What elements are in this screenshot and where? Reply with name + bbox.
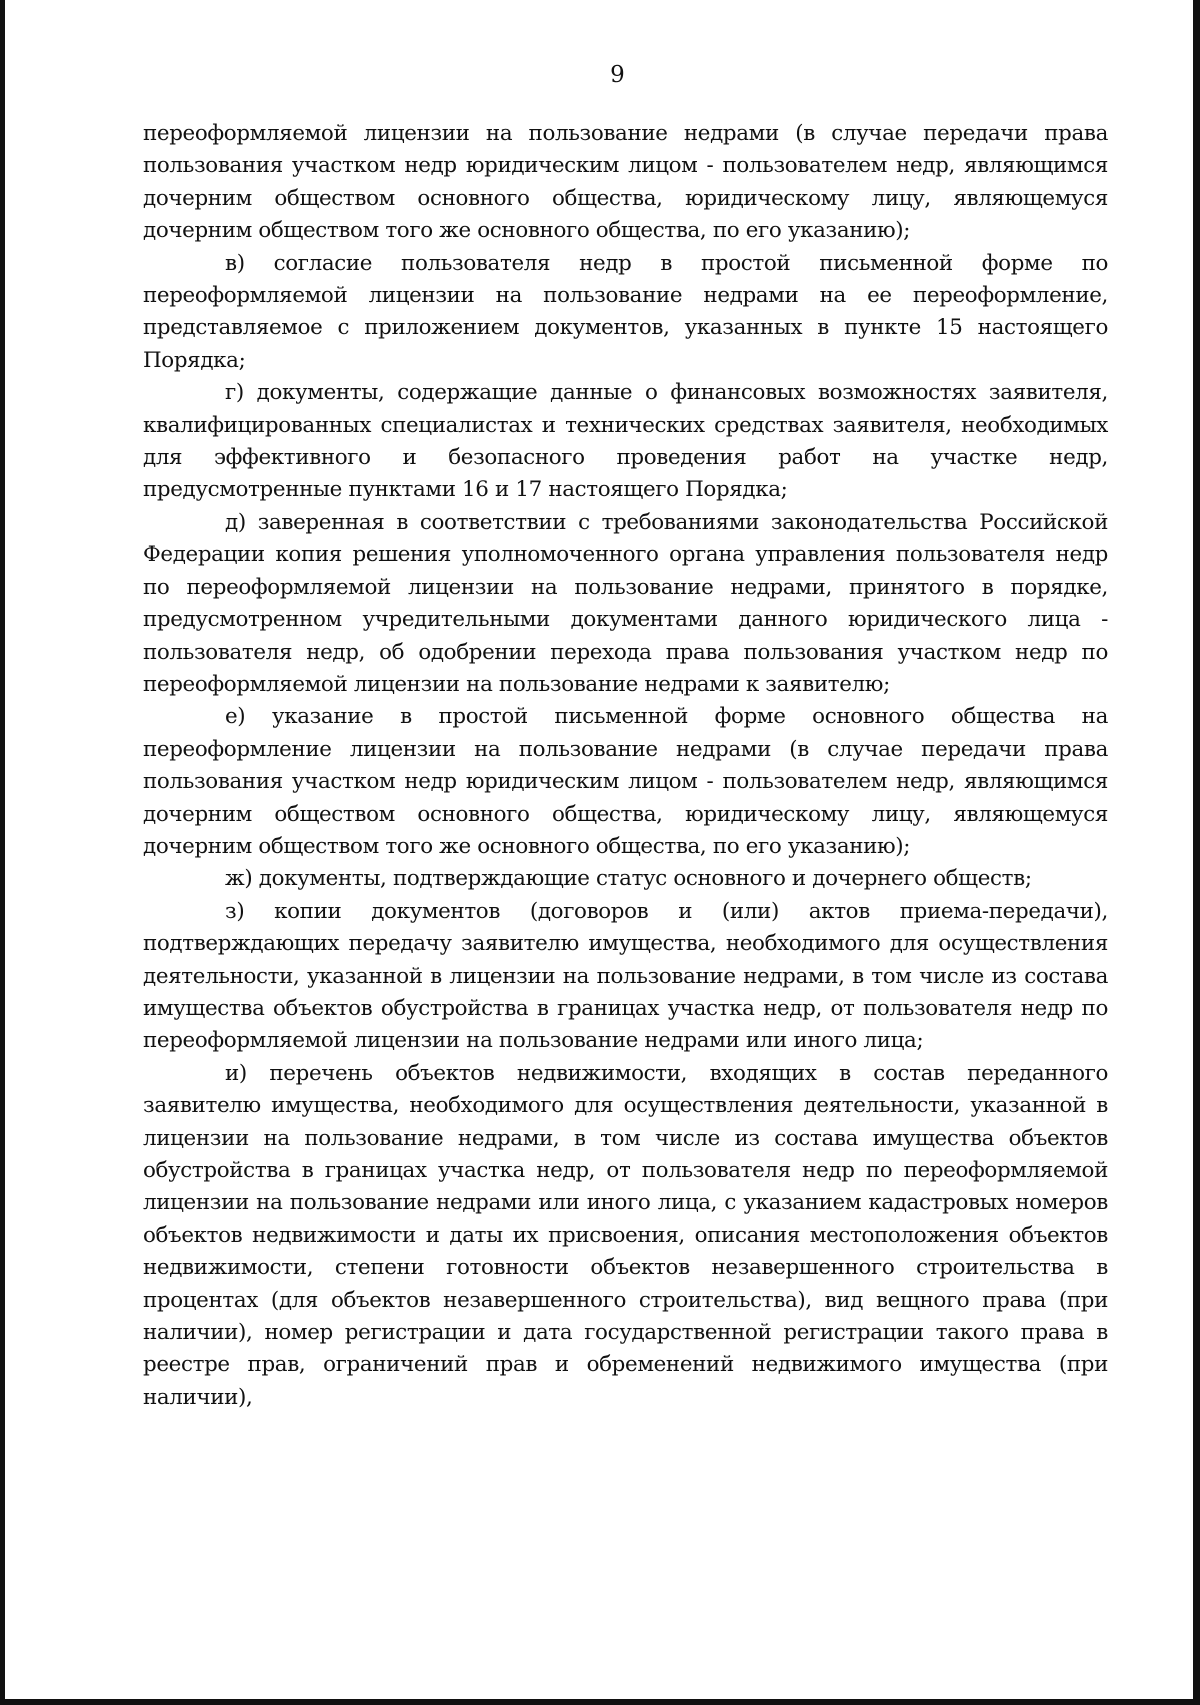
paragraph-item-i: и) перечень объектов недвижимости, входящих в состав переданного заявителю имущества, необходимого для осуществления деятельности, указанной в лицензии на пользование недрами, в том числе из состава имущества объектов обустройства в границах участка недр, от пользователя недр по переоформляемой лицензии на пользование недрами или иного лица, с указанием кадастровых номеров объектов недвижимости и даты их присвоения, описания местоположения объектов недвижимости, степени готовности объектов незавершенного строительства в процентах (для объектов незавершенного строительства), вид вещного права (при наличии), номер регистрации и дата государственной регистрации такого права в реестре прав, ограничений прав и обременений недвижимого имущества (при наличии), — [143, 1060, 1108, 1410]
scan-edge-right — [1193, 0, 1200, 1705]
page-number: 9 — [610, 62, 625, 88]
paragraph-item-e: е) указание в простой письменной форме основного общества на переоформление лицензии на пользование недрами (в случае передачи права пользования участком недр юридическим лицом - пользователем недр, являющимся дочерним обществом основного общества, юридическому лицу, являющемуся дочерним обществом того же основного общества, по его указанию); — [143, 704, 1108, 859]
paragraph-item-z: з) копии документов (договоров и (или) актов приема-передачи), подтверждающих передачу заявителю имущества, необходимого для осуществления деятельности, указанной в лицензии на пользование недрами, в том числе из состава имущества объектов обустройства в границах участка недр, от пользователя недр по переоформляемой лицензии на пользование недрами или иного лица; — [143, 898, 1108, 1054]
paragraph-continuation: переоформляемой лицензии на пользование недрами (в случае передачи права пользования участком недр юридическим лицом - пользователем недр, являющимся дочерним обществом основного общества, юридическому лицу, являющемуся дочерним обществом того же основного общества, по его указанию); — [143, 121, 1108, 244]
paragraph-item-zh: ж) документы, подтверждающие статус основного и дочернего обществ; — [225, 866, 1032, 892]
document-body — [143, 118, 1108, 1414]
paragraph-item-g: г) документы, содержащие данные о финансовых возможностях заявителя, квалифицированных специалистах и технических средствах заявителя, необходимых для эффективного и безопасного проведения работ на участке недр, предусмотренные пунктами 16 и 17 настоящего Порядка; — [143, 380, 1108, 503]
scan-edge-bottom — [0, 1699, 1200, 1705]
scan-edge-left — [0, 0, 5, 1705]
paragraph-item-v: в) согласие пользователя недр в простой письменной форме по переоформляемой лицензии на пользование недрами на ее переоформление, представляемое с приложением документов, указанных в пункте 15 настоящего Порядка; — [143, 250, 1108, 373]
paragraph-item-d: д) заверенная в соответствии с требованиями законодательства Российской Федерации копия решения уполномоченного органа управления пользователя недр по переоформляемой лицензии на пользование недрами, принятого в порядке, предусмотренном учредительными документами данного юридического лица - пользователя недр, об одобрении перехода права пользования участком недр по переоформляемой лицензии на пользование недрами к заявителю; — [143, 509, 1108, 697]
